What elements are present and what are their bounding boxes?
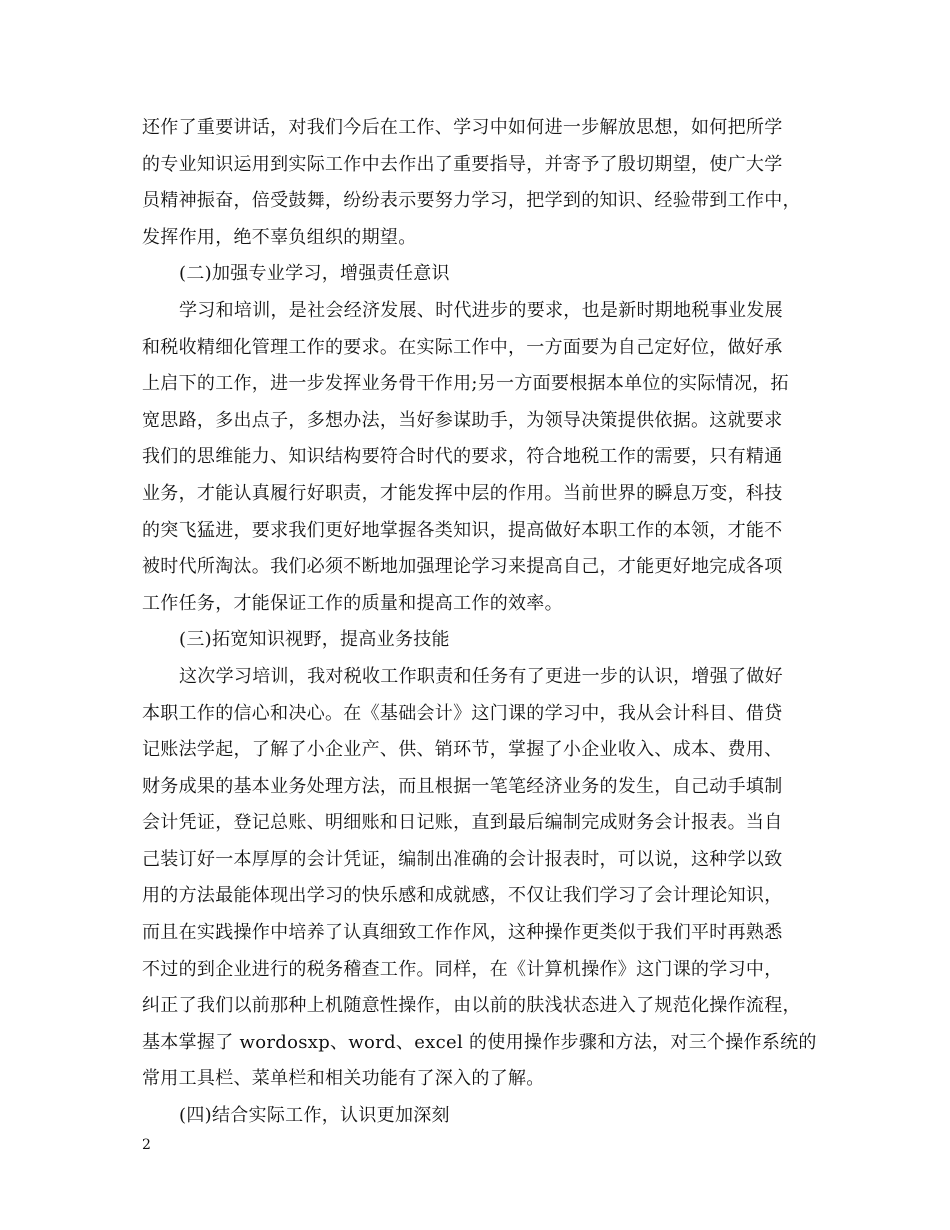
text-line: (三)拓宽知识视野，提高业务技能 (179, 629, 450, 651)
text-line: 业务，才能认真履行好职责，才能发挥中层的作用。当前世界的瞬息万变，科技 (142, 482, 783, 504)
text-line: 会计凭证，登记总账、明细账和日记账，直到最后编制完成财务会计报表。当自 (142, 812, 783, 834)
text-line: 纠正了我们以前那种上机随意性操作，由以前的肤浅状态进入了规范化操作流程， (142, 995, 801, 1017)
text-line: 被时代所淘汰。我们必须不断地加强理论学习来提高自己，才能更好地完成各项 (142, 556, 783, 578)
text-line: 还作了重要讲话，对我们今后在工作、学习中如何进一步解放思想，如何把所学 (142, 117, 783, 138)
text-line: 员精神振奋，倍受鼓舞，纷纷表示要努力学习，把学到的知识、经验带到工作中， (142, 190, 801, 212)
text-line: 而且在实践操作中培养了认真细致工作作风，这种操作更类似于我们平时再熟悉 (142, 922, 783, 944)
text-line: 己装订好一本厚厚的会计凭证，编制出准确的会计报表时，可以说，这种学以致 (142, 848, 783, 870)
text-line: 的突飞猛进，要求我们更好地掌握各类知识，提高做好本职工作的本领，才能不 (142, 519, 783, 541)
text-line: 上启下的工作，进一步发挥业务骨干作用;另一方面要根据本单位的实际情况，拓 (142, 373, 789, 395)
text-line: (二)加强专业学习，增强责任意识 (179, 263, 450, 285)
text-line: 用的方法最能体现出学习的快乐感和成就感，不仅让我们学习了会计理论知识， (142, 885, 783, 907)
text-line: 学习和培训，是社会经济发展、时代进步的要求，也是新时期地税事业发展 (179, 299, 783, 321)
text-line: 的专业知识运用到实际工作中去作出了重要指导，并寄予了殷切期望，使广大学 (142, 153, 783, 175)
text-line: 和税收精细化管理工作的要求。在实际工作中，一方面要为自己定好位，做好承 (142, 336, 783, 358)
page-number: 2 (142, 1137, 151, 1153)
text-line: 宽思路，多出点子，多想办法，当好参谋助手，为领导决策提供依据。这就要求 (142, 409, 783, 431)
text-line: 发挥作用，绝不辜负组织的期望。 (142, 226, 417, 248)
text-line: 我们的思维能力、知识结构要符合时代的要求，符合地税工作的需要，只有精通 (142, 446, 783, 468)
text-line: 工作任务，才能保证工作的质量和提高工作的效率。 (142, 592, 563, 614)
text-line: 常用工具栏、菜单栏和相关功能有了深入的了解。 (142, 1068, 545, 1090)
text-line: (四)结合实际工作，认识更加深刻 (179, 1105, 450, 1127)
text-line: 不过的到企业进行的税务稽查工作。同样，在《计算机操作》这门课的学习中， (142, 958, 783, 980)
text-line: 本职工作的信心和决心。在《基础会计》这门课的学习中，我从会计科目、借贷 (142, 702, 783, 724)
body-text (142, 110, 822, 1135)
text-line: 财务成果的基本业务处理方法，而且根据一笔笔经济业务的发生，自己动手填制 (142, 775, 783, 797)
text-line: 记账法学起，了解了小企业产、供、销环节，掌握了小企业收入、成本、费用、 (142, 739, 783, 761)
text-line: 基本掌握了 wordosxp、word、excel 的使用操作步骤和方法，对三个操作系统的 (142, 1031, 817, 1053)
text-line: 这次学习培训，我对税收工作职责和任务有了更进一步的认识，增强了做好 (179, 665, 783, 687)
